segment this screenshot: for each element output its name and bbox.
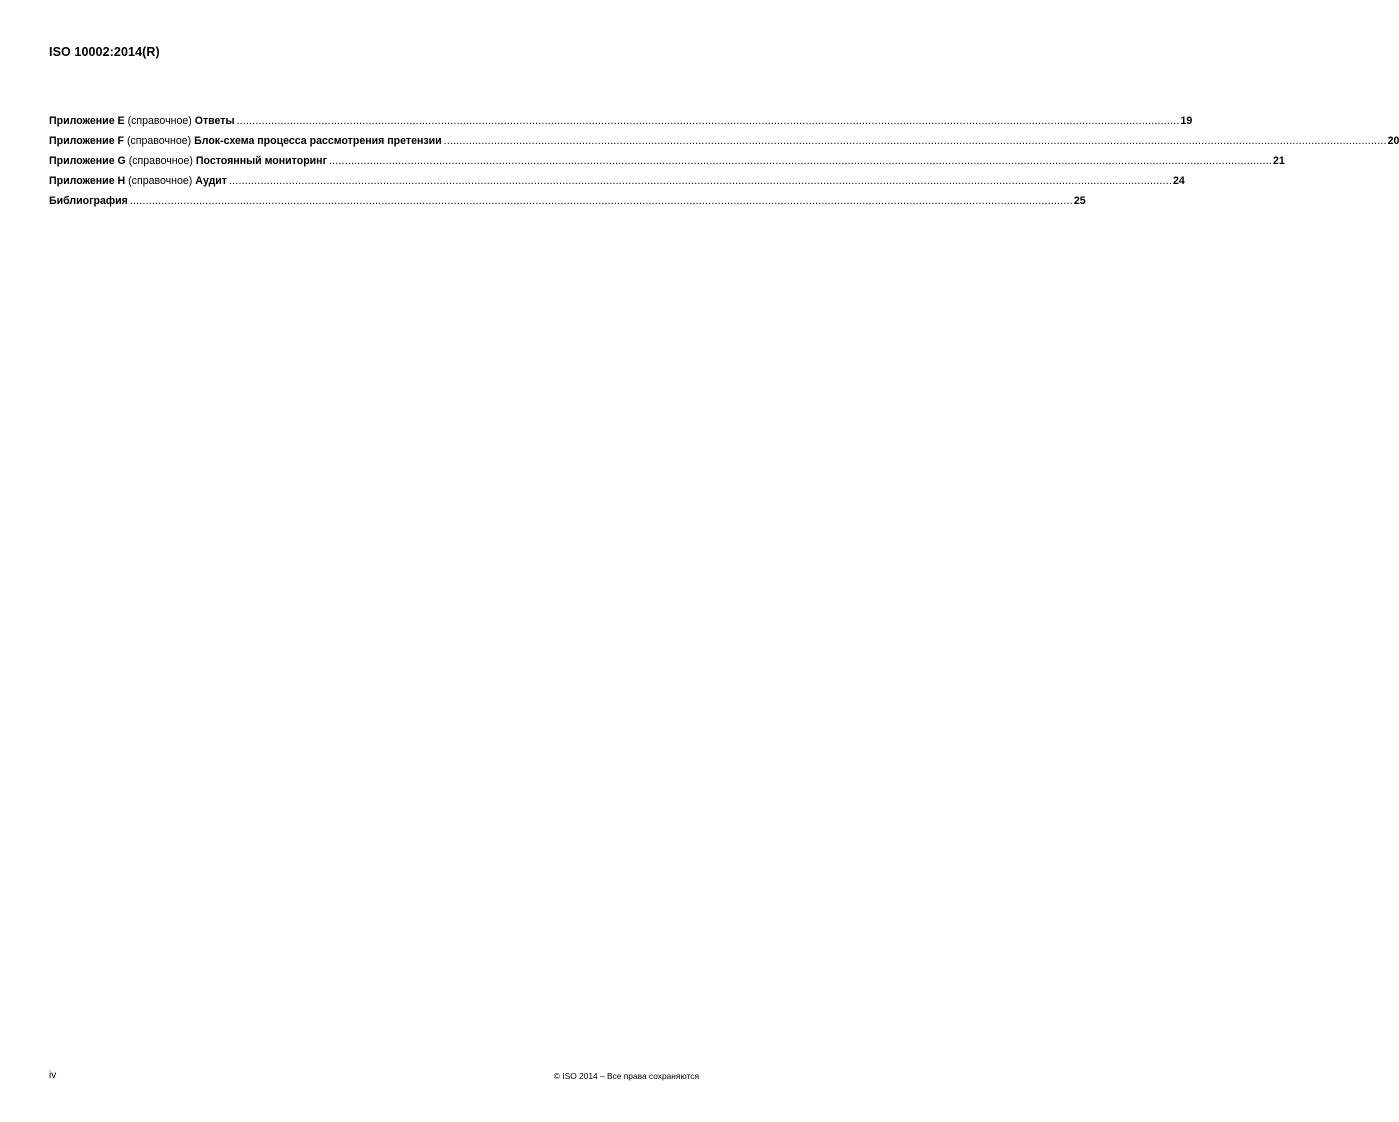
- toc-annex-title: Постоянный мониторинг: [195, 155, 327, 167]
- toc-entry-title: [49, 131, 442, 151]
- toc-dot-leader: ............................................................................................................................................................................................................................................................................................................: [129, 195, 1073, 207]
- toc-entry-annex-e[interactable]: [49, 111, 1193, 131]
- toc-page-number: 21: [1272, 155, 1285, 167]
- toc-dot-leader: ............................................................................................................................................................................................................................................................................................................: [236, 115, 1180, 127]
- toc-dot-leader: ............................................................................................................................................................................................................................................................................................................: [443, 135, 1387, 147]
- document-id: ISO 10002:2014(R): [49, 45, 160, 59]
- toc-annex-title: Аудит: [195, 175, 228, 187]
- toc-annex-title: Блок-схема процесса рассмотрения претензии: [194, 135, 442, 147]
- copyright-notice: © ISO 2014 – Все права сохраняются: [553, 1071, 699, 1081]
- toc-dot-leader: ............................................................................................................................................................................................................................................................................................................: [229, 175, 1172, 187]
- toc-dot-leader: ............................................................................................................................................................................................................................................................................................................: [328, 155, 1272, 167]
- toc-page-number: 25: [1073, 195, 1086, 207]
- table-of-contents: [49, 111, 1399, 211]
- toc-annex-label: Приложение H: [49, 175, 126, 187]
- toc-annex-title: Ответы: [194, 115, 235, 127]
- toc-annex-type: (справочное): [128, 175, 193, 187]
- toc-annex-label: Библиография: [49, 195, 128, 207]
- toc-entry-title: [49, 171, 227, 191]
- toc-entry-title: [49, 191, 128, 211]
- toc-annex-type: (справочное): [128, 155, 193, 167]
- toc-entry-annex-f[interactable]: [49, 131, 1399, 151]
- toc-page-number: 19: [1180, 115, 1193, 127]
- toc-entry-title: [49, 111, 235, 131]
- toc-annex-label: Приложение F: [49, 135, 124, 147]
- toc-annex-type: (справочное): [126, 135, 192, 147]
- toc-annex-label: Приложение G: [49, 155, 126, 167]
- toc-entry-title: [49, 151, 327, 171]
- toc-entry-annex-h[interactable]: [49, 171, 1185, 191]
- toc-annex-type: (справочное): [127, 115, 192, 127]
- toc-entry-bibliography[interactable]: [49, 191, 1086, 211]
- toc-entry-annex-g[interactable]: [49, 151, 1285, 171]
- toc-page-number: 20: [1387, 135, 1399, 147]
- toc-annex-label: Приложение E: [49, 115, 125, 127]
- page-number: iv: [49, 1070, 57, 1081]
- toc-page-number: 24: [1173, 175, 1185, 187]
